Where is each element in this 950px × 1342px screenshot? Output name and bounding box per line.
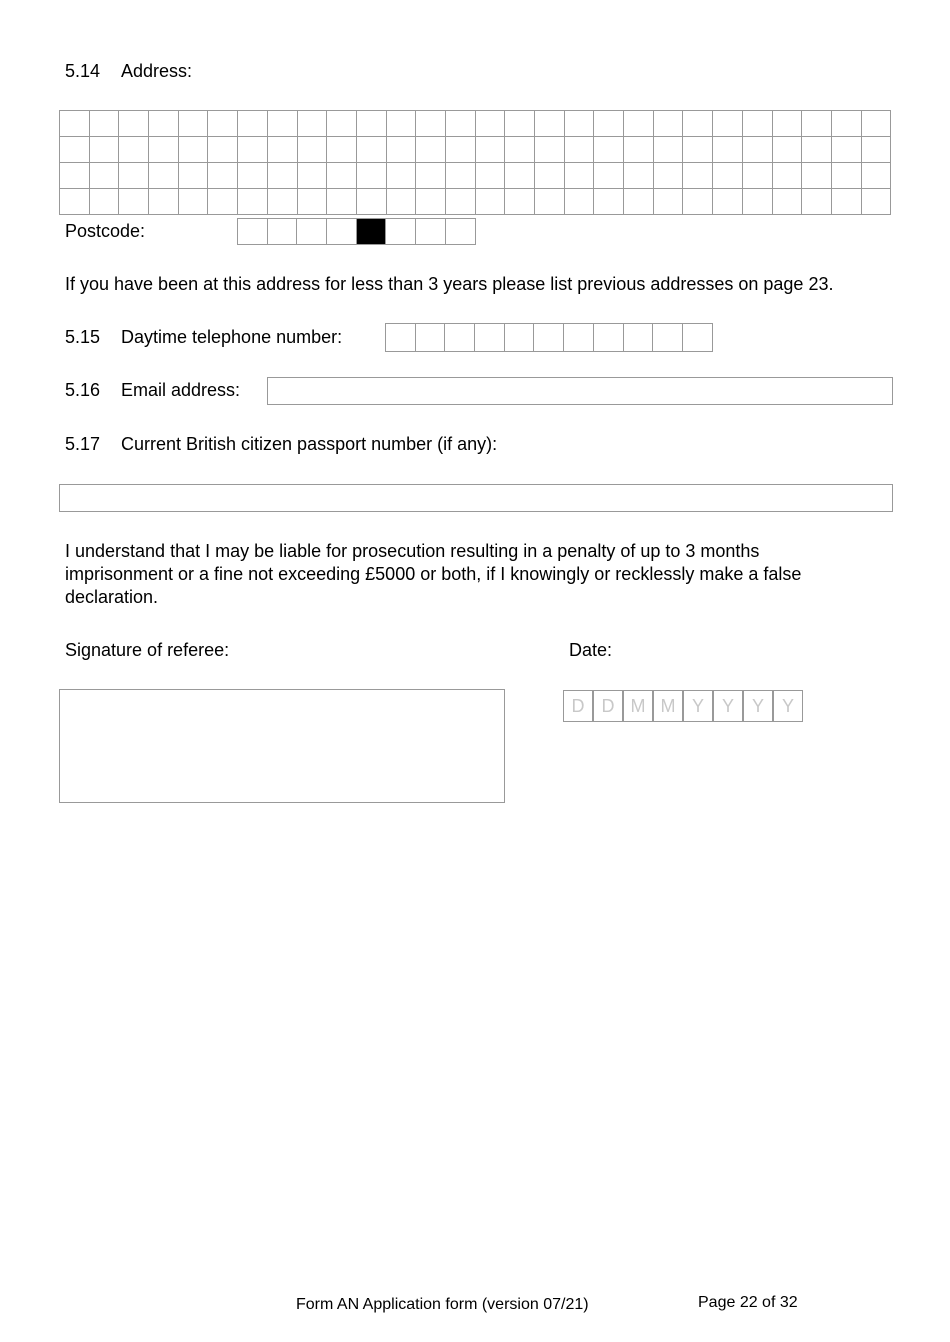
- address-cell-10[interactable]: [326, 188, 357, 215]
- telephone-cell-8[interactable]: [593, 323, 624, 352]
- passport-number-input[interactable]: [59, 484, 893, 512]
- address-cell-4[interactable]: [148, 162, 179, 189]
- postcode-cell-4[interactable]: [326, 218, 357, 245]
- address-cell-11[interactable]: [356, 136, 387, 163]
- telephone-cell-7[interactable]: [563, 323, 594, 352]
- date-cell-year-1[interactable]: Y: [683, 690, 713, 722]
- address-cell-1[interactable]: [59, 110, 90, 137]
- address-cell-20[interactable]: [623, 188, 654, 215]
- address-cell-3[interactable]: [118, 136, 149, 163]
- address-cell-9[interactable]: [297, 162, 328, 189]
- address-cell-23[interactable]: [712, 136, 743, 163]
- address-cell-27[interactable]: [831, 162, 862, 189]
- address-cell-7[interactable]: [237, 110, 268, 137]
- address-cell-18[interactable]: [564, 110, 595, 137]
- address-cell-19[interactable]: [593, 188, 624, 215]
- address-cell-26[interactable]: [801, 110, 832, 137]
- telephone-cell-6[interactable]: [533, 323, 564, 352]
- address-cell-1[interactable]: [59, 162, 90, 189]
- telephone-cell-2[interactable]: [415, 323, 446, 352]
- address-cell-24[interactable]: [742, 162, 773, 189]
- address-cell-14[interactable]: [445, 188, 476, 215]
- address-cell-24[interactable]: [742, 188, 773, 215]
- address-cell-11[interactable]: [356, 188, 387, 215]
- address-cell-17[interactable]: [534, 110, 565, 137]
- footer-page-number: Page 22 of 32: [698, 1294, 798, 1311]
- address-cell-8[interactable]: [267, 188, 298, 215]
- q516-number: 5.16: [65, 380, 101, 400]
- address-line-1[interactable]: [59, 110, 891, 137]
- postcode-cell-2[interactable]: [267, 218, 298, 245]
- declaration-text: I understand that I may be liable for prosecution resulting in a penalty of up to 3 months imprisonment or a fine not exceeding £5000 or both, if I knowingly or recklessly make a false declaration.: [65, 541, 802, 607]
- address-cell-5[interactable]: [178, 162, 209, 189]
- address-cell-13[interactable]: [415, 136, 446, 163]
- q515-label: Daytime telephone number:: [121, 327, 343, 347]
- postcode-input[interactable]: [237, 218, 476, 245]
- address-cell-1[interactable]: [59, 188, 90, 215]
- postcode-cell-1[interactable]: [237, 218, 268, 245]
- q515-number: 5.15: [65, 327, 101, 347]
- address-cell-2[interactable]: [89, 136, 120, 163]
- address-cell-4[interactable]: [148, 110, 179, 137]
- address-cell-14[interactable]: [445, 136, 476, 163]
- address-cell-21[interactable]: [653, 188, 684, 215]
- address-cell-11[interactable]: [356, 110, 387, 137]
- address-cell-12[interactable]: [386, 162, 417, 189]
- address-cell-9[interactable]: [297, 110, 328, 137]
- address-cell-27[interactable]: [831, 136, 862, 163]
- postcode-cell-8[interactable]: [445, 218, 476, 245]
- date-cell-month-1[interactable]: M: [623, 690, 653, 722]
- address-cell-12[interactable]: [386, 110, 417, 137]
- postcode-cell-5: [356, 218, 387, 245]
- address-cell-22[interactable]: [682, 110, 713, 137]
- address-cell-10[interactable]: [326, 110, 357, 137]
- address-cell-10[interactable]: [326, 162, 357, 189]
- address-cell-17[interactable]: [534, 162, 565, 189]
- address-cell-16[interactable]: [504, 162, 535, 189]
- address-cell-18[interactable]: [564, 188, 595, 215]
- address-cell-2[interactable]: [89, 110, 120, 137]
- address-cell-9[interactable]: [297, 188, 328, 215]
- date-cell-year-2[interactable]: Y: [713, 690, 743, 722]
- address-cell-7[interactable]: [237, 188, 268, 215]
- address-cell-7[interactable]: [237, 136, 268, 163]
- address-cell-21[interactable]: [653, 136, 684, 163]
- address-cell-9[interactable]: [297, 136, 328, 163]
- address-cell-6[interactable]: [207, 136, 238, 163]
- address-cell-15[interactable]: [475, 188, 506, 215]
- address-line-4[interactable]: [59, 188, 891, 215]
- address-cell-8[interactable]: [267, 136, 298, 163]
- q514-number: 5.14: [65, 61, 101, 81]
- date-cell-month-2[interactable]: M: [653, 690, 683, 722]
- signature-box[interactable]: [59, 689, 505, 803]
- address-cell-28[interactable]: [861, 136, 892, 163]
- previous-address-notice: If you have been at this address for less than 3 years please list previous addresses on page 23.: [65, 274, 834, 294]
- address-cell-19[interactable]: [593, 136, 624, 163]
- address-line-2[interactable]: [59, 136, 891, 163]
- address-cell-6[interactable]: [207, 188, 238, 215]
- address-cell-8[interactable]: [267, 162, 298, 189]
- address-cell-4[interactable]: [148, 188, 179, 215]
- email-input[interactable]: [267, 377, 893, 405]
- address-cell-6[interactable]: [207, 110, 238, 137]
- q514-label: Address:: [121, 61, 193, 81]
- address-cell-13[interactable]: [415, 110, 446, 137]
- address-cell-24[interactable]: [742, 110, 773, 137]
- address-cell-15[interactable]: [475, 110, 506, 137]
- address-cell-17[interactable]: [534, 136, 565, 163]
- address-cell-13[interactable]: [415, 188, 446, 215]
- address-cell-3[interactable]: [118, 188, 149, 215]
- address-cell-19[interactable]: [593, 110, 624, 137]
- address-cell-1[interactable]: [59, 136, 90, 163]
- address-cell-23[interactable]: [712, 162, 743, 189]
- telephone-cell-3[interactable]: [444, 323, 475, 352]
- telephone-cell-1[interactable]: [385, 323, 416, 352]
- postcode-cell-7[interactable]: [415, 218, 446, 245]
- address-cell-20[interactable]: [623, 162, 654, 189]
- address-cell-3[interactable]: [118, 162, 149, 189]
- address-cell-18[interactable]: [564, 162, 595, 189]
- address-cell-23[interactable]: [712, 110, 743, 137]
- address-cell-22[interactable]: [682, 162, 713, 189]
- address-cell-16[interactable]: [504, 110, 535, 137]
- address-cell-18[interactable]: [564, 136, 595, 163]
- address-cell-12[interactable]: [386, 136, 417, 163]
- date-cell-day-1[interactable]: D: [563, 690, 593, 722]
- footer-form-name: Form AN Application form (version 07/21): [296, 1296, 589, 1313]
- address-cell-20[interactable]: [623, 110, 654, 137]
- address-cell-21[interactable]: [653, 110, 684, 137]
- address-cell-5[interactable]: [178, 188, 209, 215]
- address-cell-15[interactable]: [475, 136, 506, 163]
- telephone-input[interactable]: [385, 323, 713, 352]
- date-cell-year-3[interactable]: Y: [743, 690, 773, 722]
- postcode-cell-3[interactable]: [296, 218, 327, 245]
- address-cell-26[interactable]: [801, 162, 832, 189]
- address-cell-25[interactable]: [772, 110, 803, 137]
- address-cell-25[interactable]: [772, 162, 803, 189]
- address-cell-26[interactable]: [801, 136, 832, 163]
- address-cell-12[interactable]: [386, 188, 417, 215]
- address-cell-8[interactable]: [267, 110, 298, 137]
- telephone-cell-4[interactable]: [474, 323, 505, 352]
- address-cell-5[interactable]: [178, 136, 209, 163]
- q516-label: Email address:: [121, 380, 241, 400]
- address-cell-22[interactable]: [682, 136, 713, 163]
- address-cell-25[interactable]: [772, 136, 803, 163]
- date-label: Date:: [569, 640, 613, 660]
- date-cell-day-2[interactable]: D: [593, 690, 623, 722]
- telephone-cell-9[interactable]: [623, 323, 654, 352]
- address-cell-24[interactable]: [742, 136, 773, 163]
- address-cell-14[interactable]: [445, 110, 476, 137]
- address-cell-3[interactable]: [118, 110, 149, 137]
- address-cell-28[interactable]: [861, 110, 892, 137]
- postcode-cell-6[interactable]: [385, 218, 416, 245]
- address-cell-16[interactable]: [504, 188, 535, 215]
- date-input[interactable]: [563, 690, 803, 722]
- telephone-cell-10[interactable]: [652, 323, 683, 352]
- q517-label: Current British citizen passport number (if any):: [121, 434, 498, 454]
- address-cell-2[interactable]: [89, 188, 120, 215]
- address-cell-5[interactable]: [178, 110, 209, 137]
- address-cell-7[interactable]: [237, 162, 268, 189]
- address-cell-11[interactable]: [356, 162, 387, 189]
- telephone-cell-5[interactable]: [504, 323, 535, 352]
- address-cell-6[interactable]: [207, 162, 238, 189]
- address-cell-19[interactable]: [593, 162, 624, 189]
- address-cell-2[interactable]: [89, 162, 120, 189]
- address-cell-15[interactable]: [475, 162, 506, 189]
- address-cell-27[interactable]: [831, 188, 862, 215]
- address-cell-16[interactable]: [504, 136, 535, 163]
- address-cell-17[interactable]: [534, 188, 565, 215]
- address-cell-20[interactable]: [623, 136, 654, 163]
- signature-label: Signature of referee:: [65, 640, 230, 660]
- address-cell-14[interactable]: [445, 162, 476, 189]
- telephone-cell-11[interactable]: [682, 323, 713, 352]
- date-cell-year-4[interactable]: Y: [773, 690, 803, 722]
- address-cell-21[interactable]: [653, 162, 684, 189]
- address-cell-23[interactable]: [712, 188, 743, 215]
- address-cell-27[interactable]: [831, 110, 862, 137]
- address-cell-13[interactable]: [415, 162, 446, 189]
- address-cell-28[interactable]: [861, 162, 892, 189]
- postcode-label: Postcode:: [65, 221, 146, 241]
- address-cell-25[interactable]: [772, 188, 803, 215]
- address-cell-22[interactable]: [682, 188, 713, 215]
- address-cell-28[interactable]: [861, 188, 892, 215]
- address-cell-10[interactable]: [326, 136, 357, 163]
- q517-number: 5.17: [65, 434, 101, 454]
- address-cell-4[interactable]: [148, 136, 179, 163]
- address-line-3[interactable]: [59, 162, 891, 189]
- address-cell-26[interactable]: [801, 188, 832, 215]
